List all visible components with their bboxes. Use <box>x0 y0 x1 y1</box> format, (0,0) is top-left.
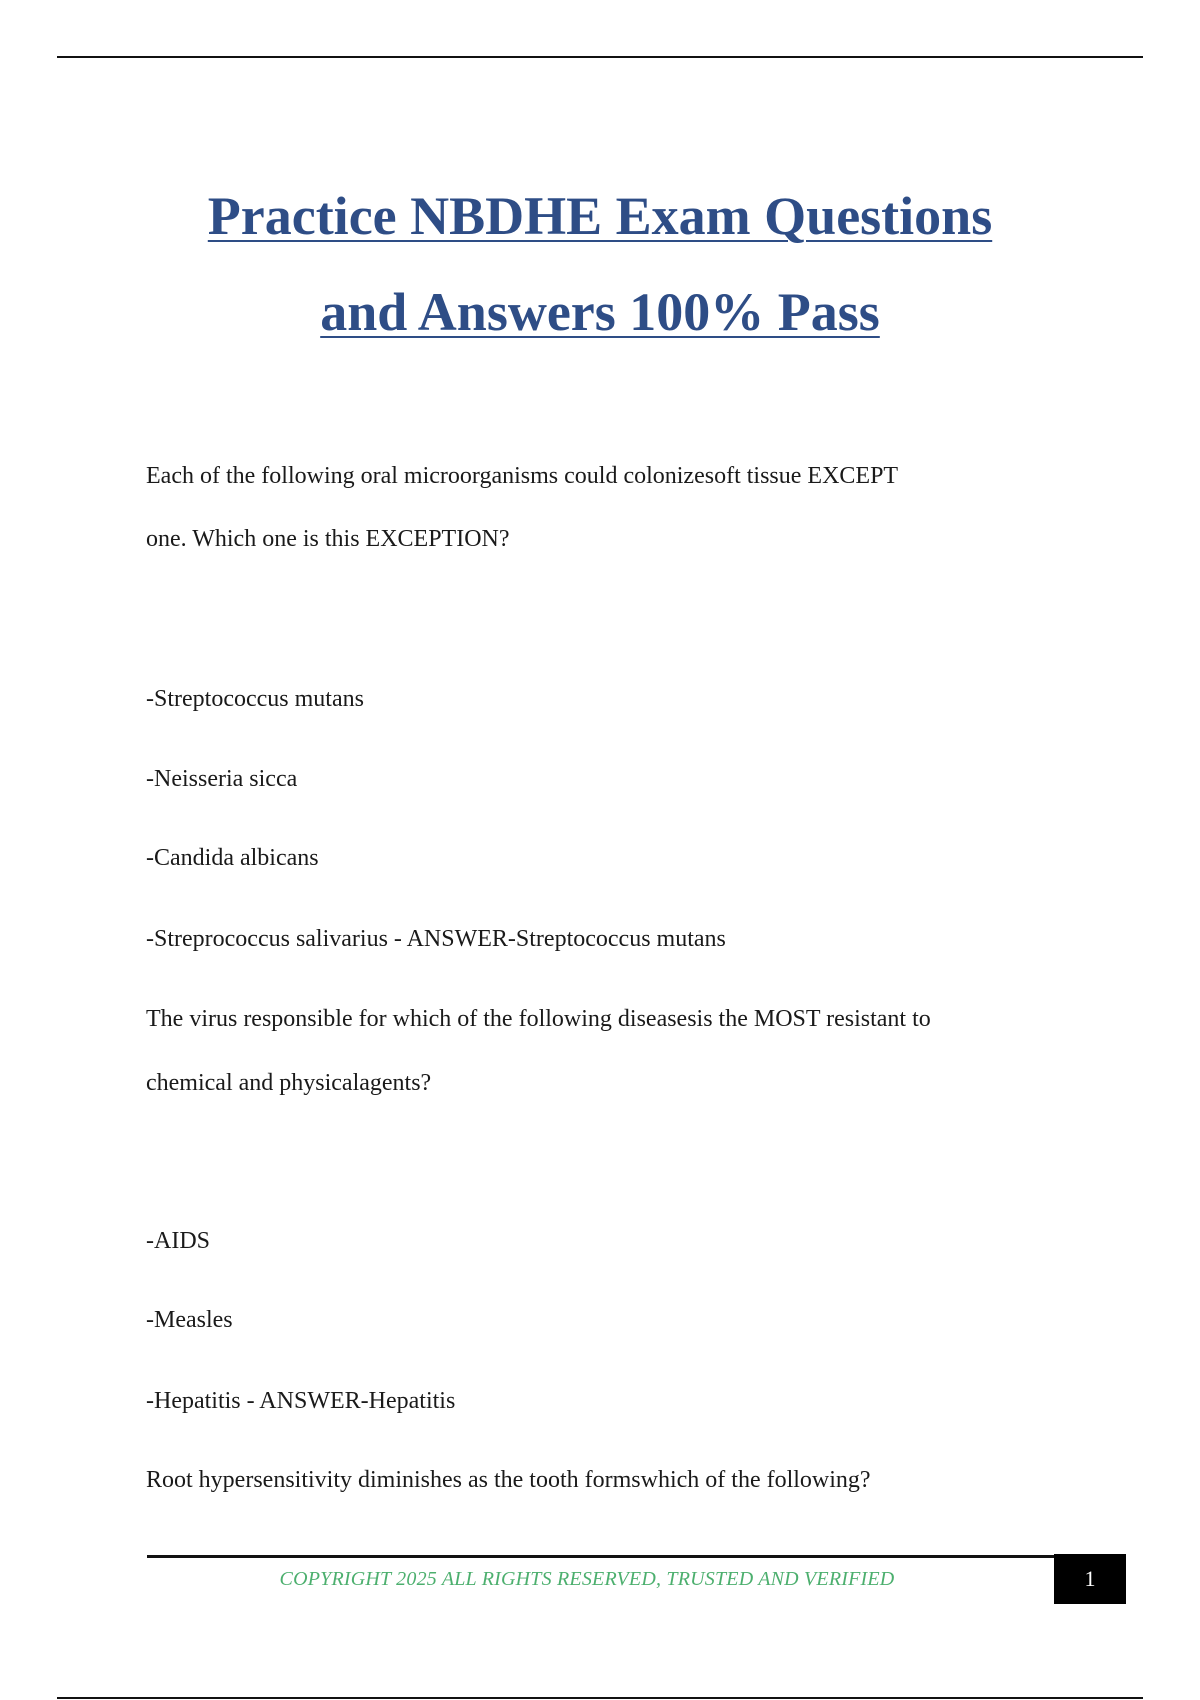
question-3-text-line-1: Root hypersensitivity diminishes as the tooth formswhich of the following? <box>146 1467 871 1493</box>
question-1-option: -Streptococcus mutans <box>146 686 364 712</box>
question-2-text-line-2: chemical and physicalagents? <box>146 1070 432 1096</box>
question-1-option: -Neisseria sicca <box>146 766 298 792</box>
question-1-option-with-answer: -Streprococcus salivarius - ANSWER-Streptococcus mutans <box>146 926 726 952</box>
page-number-badge: 1 <box>1054 1554 1126 1604</box>
top-rule <box>57 56 1143 58</box>
question-2-option: -Measles <box>146 1307 233 1333</box>
question-1-text-line-2: one. Which one is this EXCEPTION? <box>146 526 510 552</box>
title-line-1: Practice NBDHE Exam Questions <box>207 186 993 246</box>
footer-copyright: COPYRIGHT 2025 ALL RIGHTS RESERVED, TRUSTED AND VERIFIED <box>279 1568 895 1590</box>
footer-rule <box>147 1555 1054 1558</box>
question-2-text-line-1: The virus responsible for which of the following diseasesis the MOST resistant to <box>146 1006 931 1032</box>
document-title <box>100 168 1100 360</box>
question-2-option-with-answer: -Hepatitis - ANSWER-Hepatitis <box>146 1388 456 1414</box>
question-2-option: -AIDS <box>146 1228 210 1254</box>
bottom-rule <box>57 1697 1143 1699</box>
question-1-text-line-1: Each of the following oral microorganisms could colonizesoft tissue EXCEPT <box>146 463 899 489</box>
title-line-2: and Answers 100% Pass <box>320 282 880 342</box>
question-1-option: -Candida albicans <box>146 845 319 871</box>
